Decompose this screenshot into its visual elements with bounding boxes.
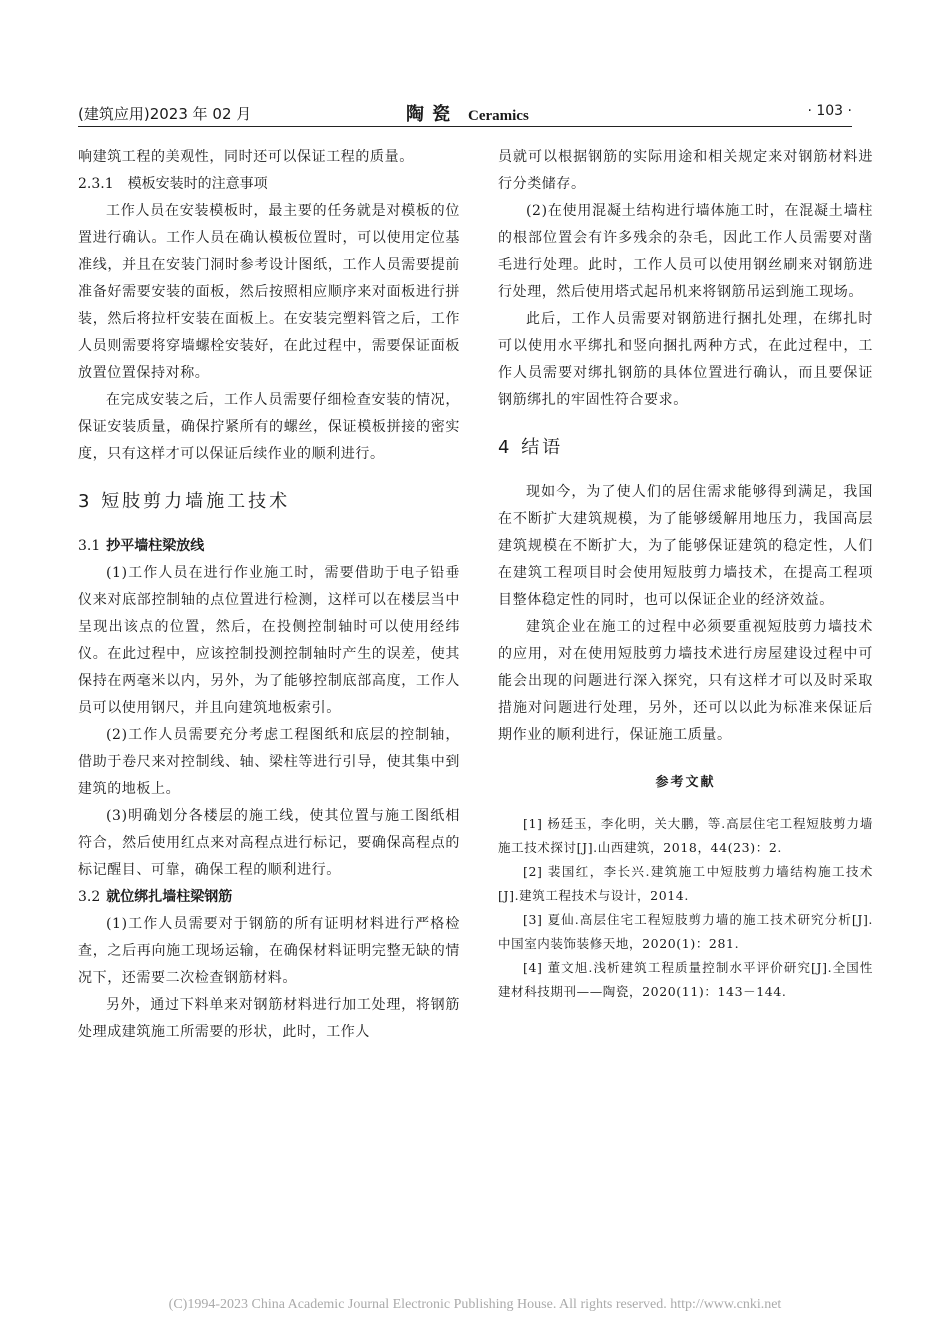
paragraph: 建筑企业在施工的过程中必须要重视短肢剪力墙技术的应用，对在使用短肢剪力墙技术进行房屋建设过程中可能会出现的问题进行深入探究，只有这样才可以及时采取措施对问题进行处理，另外，还可以以此为标准来保证后期作业的顺利进行，保证施工质量。 [498,619,873,743]
heading-number: 2.3.1 [78,176,114,192]
heading-title: 短肢剪力墙施工技术 [101,491,291,512]
subsection-heading-3-1 [78,533,460,560]
heading-number: 3.1 [78,538,101,554]
masthead-english: Ceramics [468,108,529,124]
subsection-heading-3-2 [78,884,460,911]
paragraph: 员就可以根据钢筋的实际用途和相关规定来对钢筋材料进行分类储存。 [498,149,873,192]
copyright-footer: (C)1994-2023 China Academic Journal Electronic Publishing House. All rights reserved. http://www.cnki.net [168,1297,782,1312]
paragraph: 工作人员在安装模板时，最主要的任务就是对模板的位置进行确认。工作人员在确认模板位置时，可以使用定位基准线，并且在安装门洞时参考设计图纸，工作人员需要提前准备好需要安装的面板，然后按照相应顺序来对面板进行拼装，然后将拉杆安装在面板上。在安装完塑料管之后，工作人员则需要将穿墙螺栓安装好，在此过程中，需要保证面板放置位置保持对称。 [78,203,460,381]
references-heading: 参考文献 [655,775,716,790]
reference-item: [4] 董文旭.浅析建筑工程质量控制水平评价研究[J].全国性建材科技期刊——陶瓷，2020(11)：143－144. [498,960,873,999]
heading-number: 3.2 [78,889,101,905]
right-column [498,144,873,1004]
heading-title: 模板安装时的注意事项 [127,176,268,192]
paragraph: 在完成安装之后，工作人员需要仔细检查安装的情况，保证安装质量，确保拧紧所有的螺丝，保证模板拼接的密实度，只有这样才可以保证后续作业的顺利进行。 [78,392,460,462]
reference-item: [1] 杨廷玉，李化明，关大鹏，等.高层住宅工程短肢剪力墙施工技术探讨[J].山西建筑，2018，44(23)：2. [498,816,873,855]
paragraph: (2)工作人员需要充分考虑工程图纸和底层的控制轴，借助于卷尺来对控制线、轴、梁柱等进行引导，使其集中到建筑的地板上。 [78,727,460,797]
heading-number: 4 [498,437,513,458]
reference-item: [3] 夏仙.高层住宅工程短肢剪力墙的施工技术研究分析[J].中国室内装饰装修天地，2020(1)：281. [498,912,873,951]
section-heading-3 [78,488,460,515]
running-header [78,100,852,127]
journal-masthead [406,100,529,126]
paragraph: (1)工作人员在进行作业施工时，需要借助于电子铅垂仪来对底部控制轴的点位置进行检测，这样可以在楼层当中呈现出该点的位置，然后，在投侧控制轴时可以使用经纬仪。在此过程中，应该控制投测控制轴时产生的误差，使其保持在两毫米以内，另外，为了能够控制底部高度，工作人员可以使用钢尺，并且向建筑地板索引。 [78,565,460,716]
paragraph: (3)明确划分各楼层的施工线，使其位置与施工图纸相符合，然后使用红点来对高程点进行标记，要确保高程点的标记醒目、可靠，确保工程的顺利进行。 [78,808,460,878]
heading-number: 3 [78,491,93,512]
page-number: · 103 · [807,103,852,119]
paragraph: (1)工作人员需要对于钢筋的所有证明材料进行严格检查，之后再向施工现场运输，在确保材料证明完整无缺的情况下，还需要二次检查钢筋材料。 [78,916,460,986]
heading-title: 就位绑扎墙柱梁钢筋 [106,889,233,905]
paragraph: 响建筑工程的美观性，同时还可以保证工程的质量。 [78,149,414,165]
paragraph: (2)在使用混凝土结构进行墙体施工时，在混凝土墙柱的根部位置会有许多残余的杂毛，因此工作人员需要对凿毛进行处理。此时，工作人员可以使用钢丝刷来对钢筋进行处理，然后使用塔式起吊机来将钢筋吊运到施工现场。 [498,203,873,300]
reference-item: [2] 裴国红，李长兴.建筑施工中短肢剪力墙结构施工技术[J].建筑工程技术与设计，2014. [498,864,873,903]
section-heading-4 [498,434,873,461]
paragraph: 此后，工作人员需要对钢筋进行捆扎处理，在绑扎时可以使用水平绑扎和竖向捆扎两种方式，在此过程中，工作人员需要对绑扎钢筋的具体位置进行确认，而且要保证钢筋绑扎的牢固性符合要求。 [498,311,873,408]
left-column [78,144,460,1046]
heading-title: 结语 [521,437,564,458]
paragraph: 另外，通过下料单来对钢筋材料进行加工处理，将钢筋处理成建筑施工所需要的形状，此时，工作人 [78,997,460,1040]
journal-issue: (建筑应用)2023 年 02 月 [78,105,252,123]
paragraph: 现如今，为了使人们的居住需求能够得到满足，我国在不断扩大建筑规模，为了能够缓解用地压力，我国高层建筑规模在不断扩大，为了能够保证建筑的稳定性，人们在建筑工程项目时会使用短肢剪力墙技术，在提高工程项目整体稳定性的同时，也可以保证企业的经济效益。 [498,484,873,608]
masthead-chinese: 陶瓷 [406,104,458,125]
subsection-heading-2-3-1 [78,171,460,198]
heading-title: 抄平墙柱梁放线 [106,538,205,554]
